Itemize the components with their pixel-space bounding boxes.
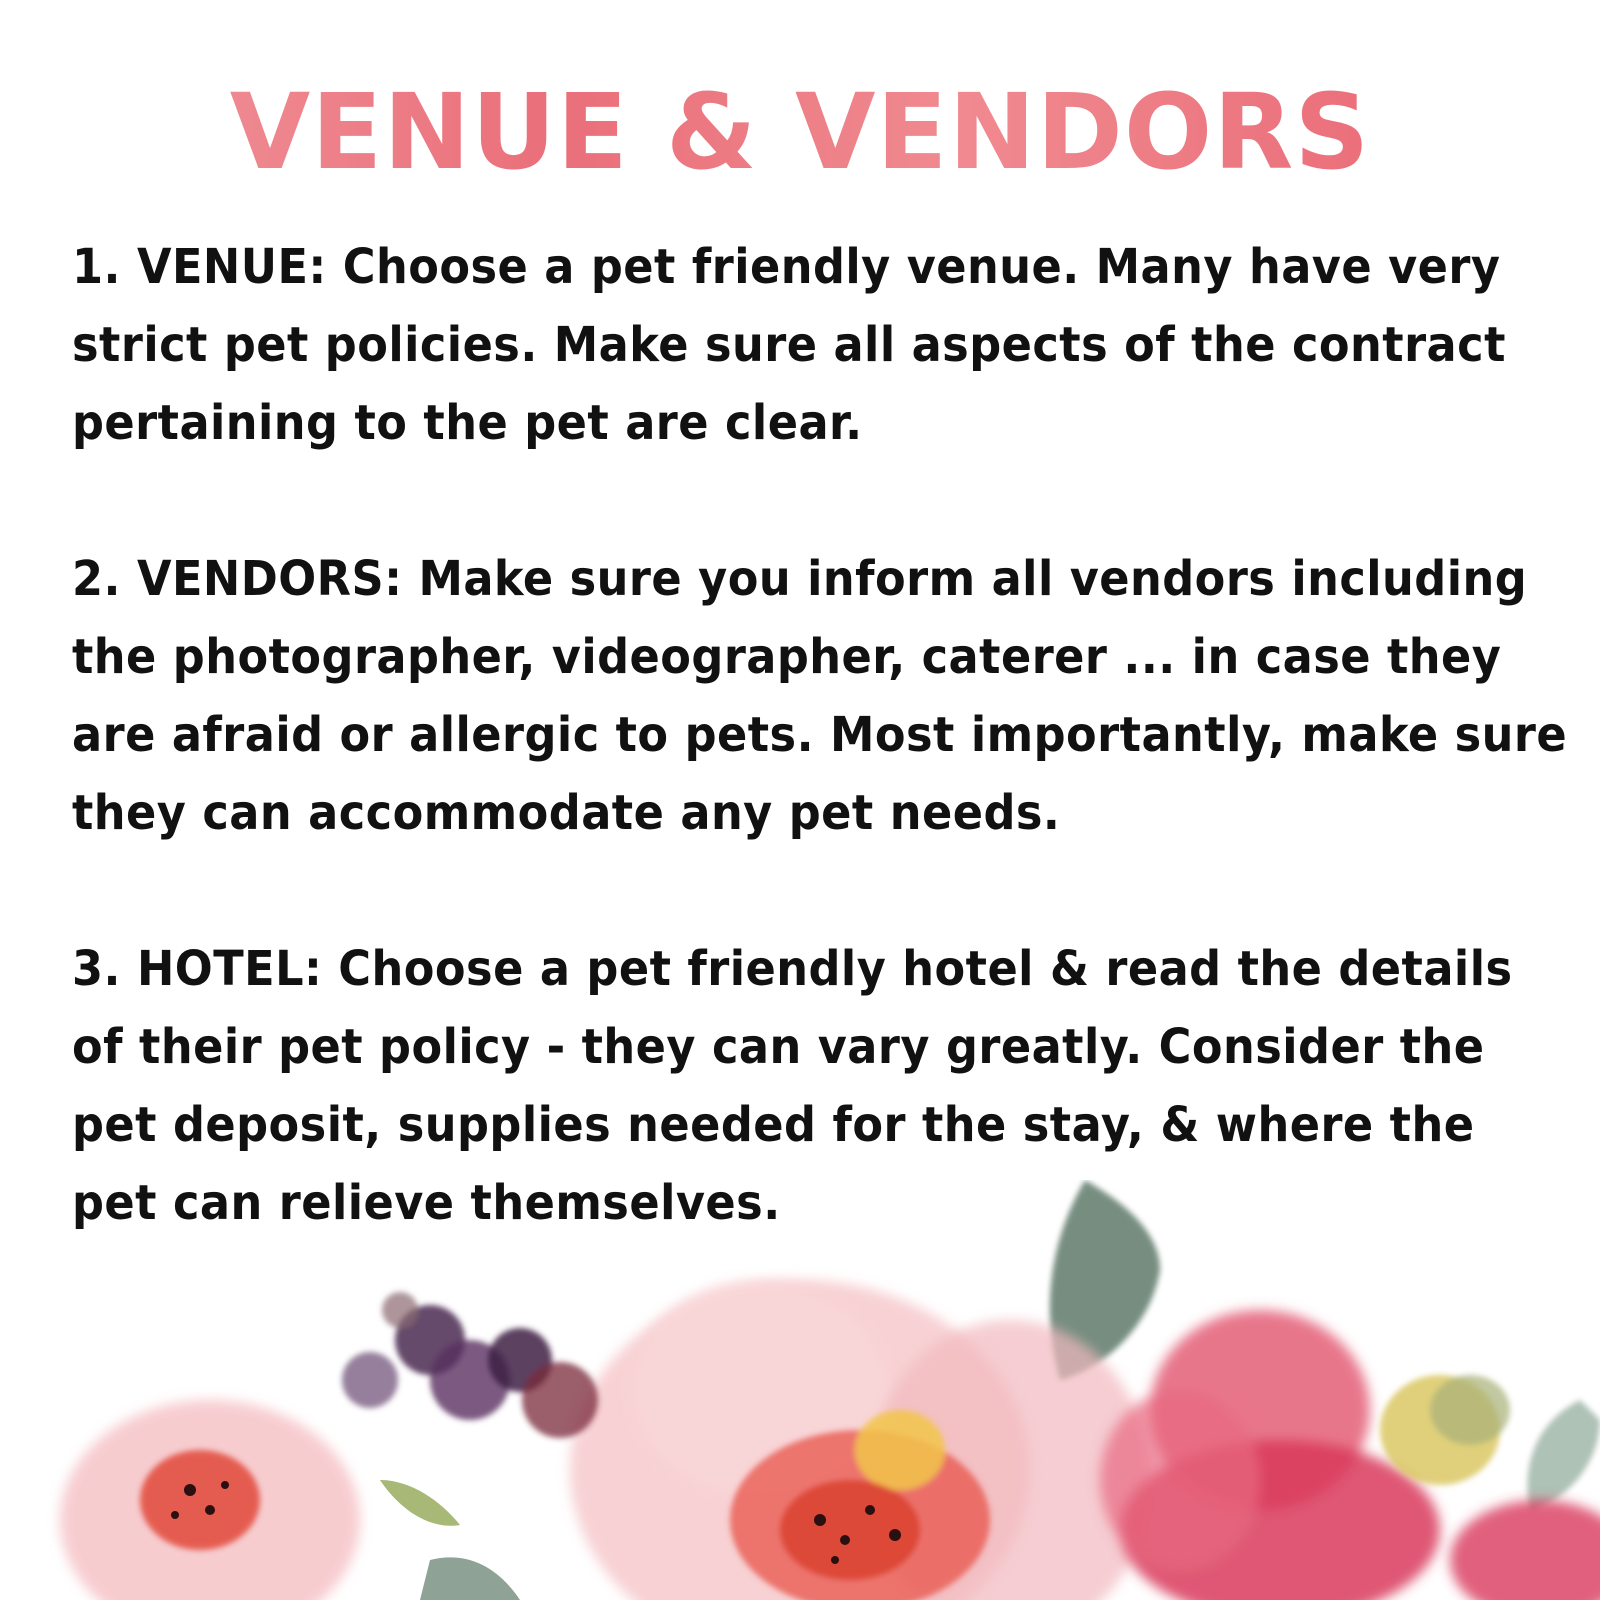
tips-list — [72, 228, 1572, 1320]
tip-venue: 1. VENUE: Choose a pet friendly venue. Many have very strict pet policies. Make sure all aspects of the contract pertaining to the pet are clear. — [72, 239, 1506, 451]
watercolor-flowers-illustration — [0, 1180, 1600, 1600]
page-title: VENUE & VENDORS — [0, 70, 1600, 195]
leaf-shape-right — [1527, 1400, 1600, 1510]
magenta-flower-right — [1100, 1310, 1600, 1600]
tip-hotel: 3. HOTEL: Choose a pet friendly hotel & read the details of their pet policy - they can vary greatly. Consider the pet deposit, supplies needed for the stay, & where the pet can relieve themselves. — [72, 941, 1513, 1231]
yellow-flower — [1380, 1375, 1510, 1485]
purple-flower-cluster — [342, 1292, 598, 1438]
tip-vendors: 2. VENDORS: Make sure you inform all vendors including the photographer, videographer, caterer ... in case they are afraid or allergic to pets. Most importantly, make sure they can accommodate any pet needs. — [72, 551, 1568, 841]
